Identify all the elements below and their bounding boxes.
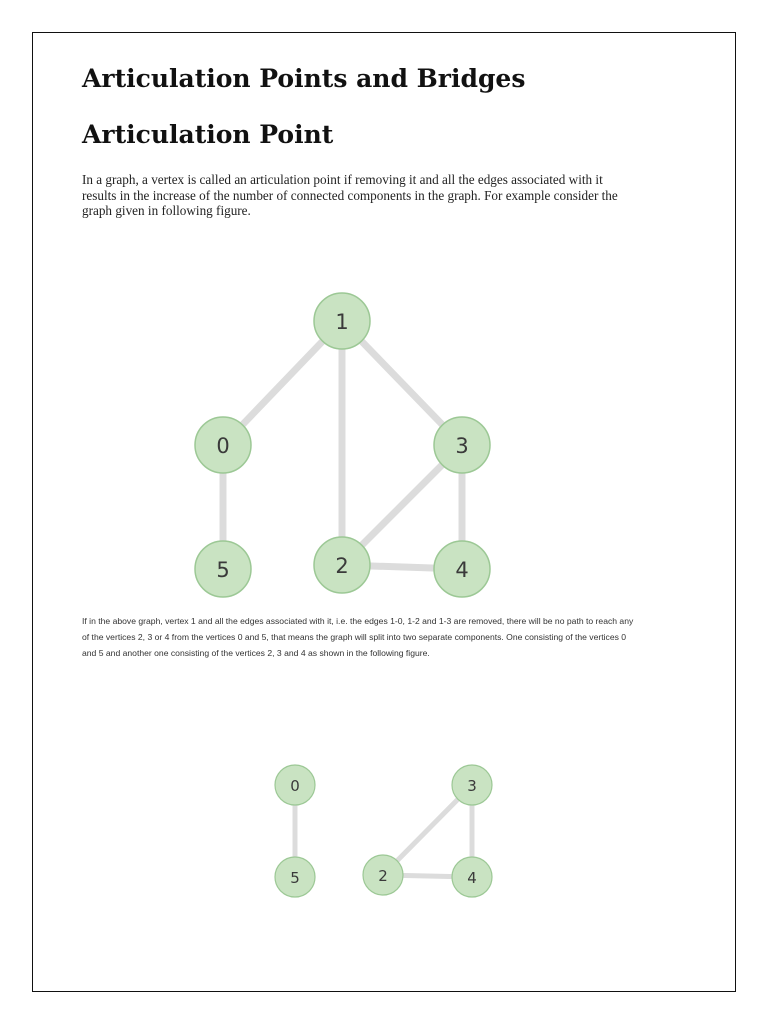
fig2-vertex-3 xyxy=(452,765,492,805)
fig2-vertex-label: 4 xyxy=(467,869,477,887)
page-title: Articulation Points and Bridges xyxy=(82,64,526,93)
fig2-vertex-4 xyxy=(452,857,492,897)
fig1-vertex-label: 0 xyxy=(216,434,230,458)
fig2-vertex-5 xyxy=(275,857,315,897)
fig1-vertex-label: 5 xyxy=(216,558,230,582)
fig1-vertex-label: 4 xyxy=(455,558,469,582)
fig2-vertex-label: 3 xyxy=(467,777,477,795)
fig1-vertex-label: 1 xyxy=(335,310,349,334)
fig2-vertex-0 xyxy=(275,765,315,805)
fig2-vertex-label: 5 xyxy=(290,869,300,887)
section-heading: Articulation Point xyxy=(82,120,334,149)
explanation-paragraph: If in the above graph, vertex 1 and all the edges associated with it, i.e. the edges 1-0, 1-2 and 1-3 are removed, there will be no path to reach any of the vertices 2, 3 or 4 from the vertices 0 and 5, that means the graph will split into two separate components. One consisting of the vertices 0 and 5 and another one consisting of the vertices 2, 3 and 4 as shown in the following figure. xyxy=(82,616,634,658)
fig1-vertex-label: 2 xyxy=(335,554,349,578)
fig2-vertex-label: 0 xyxy=(290,777,300,795)
intro-paragraph: In a graph, a vertex is called an articulation point if removing it and all the edges associated with it results in the increase of the number of connected components in the graph. For example consider the graph given in following figure. xyxy=(82,172,618,218)
fig2-vertex-label: 2 xyxy=(378,867,388,885)
fig1-vertex-label: 3 xyxy=(455,434,469,458)
fig2-vertex-2 xyxy=(363,855,403,895)
